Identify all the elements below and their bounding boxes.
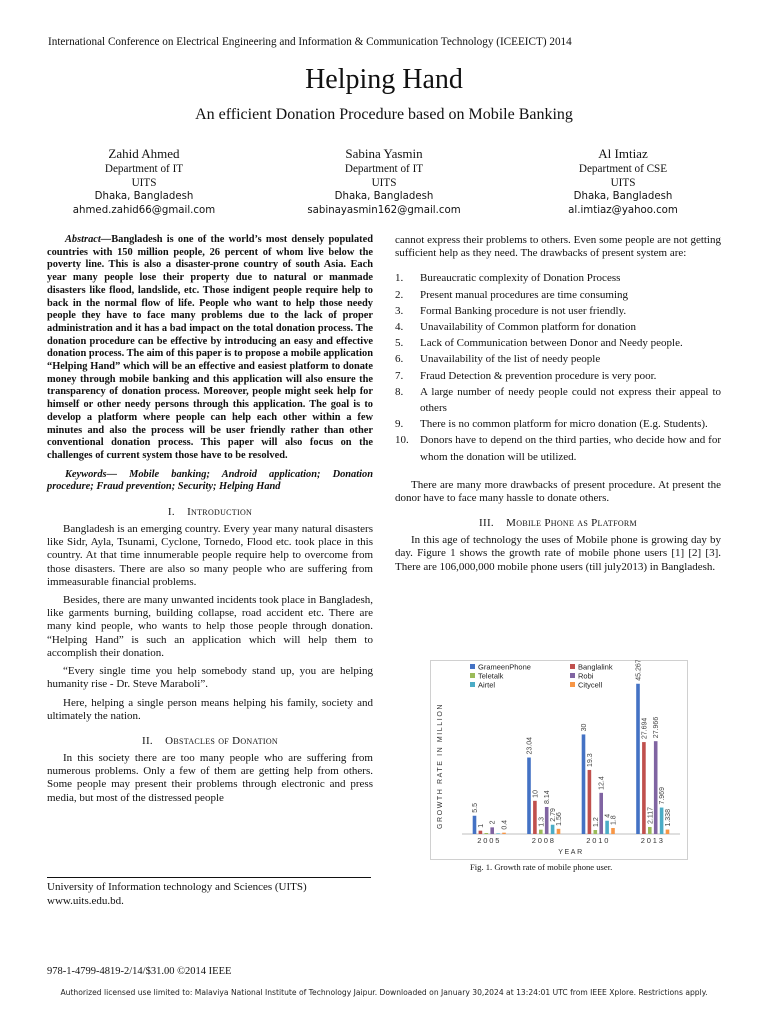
list-item	[395, 384, 721, 416]
data-label: 1.3	[538, 816, 546, 827]
list-item	[395, 351, 721, 367]
author-location: Dhaka, Bangladesh	[334, 191, 434, 202]
x-tick-label: 2008	[531, 836, 556, 845]
data-label: 1.338	[665, 809, 672, 827]
drawbacks-list	[395, 270, 721, 464]
data-label: 30	[581, 723, 588, 732]
legend-swatch	[570, 664, 575, 669]
bar	[557, 829, 561, 834]
author-block	[508, 146, 738, 218]
list-number: 7.	[395, 369, 404, 382]
bar	[551, 825, 555, 834]
author-org: UITS	[131, 177, 157, 189]
list-text: There is no common platform for micro donation (E.g. Students).	[420, 418, 708, 431]
data-label: 8.14	[544, 790, 552, 804]
list-text: Present manual procedures are time consuming	[420, 288, 629, 301]
author-email: al.imtiaz@yahoo.com	[568, 205, 678, 216]
bar	[533, 801, 537, 834]
list-item	[395, 287, 721, 303]
author-org: UITS	[371, 177, 397, 189]
keywords: Keywords— Mobile banking; Android application; Donation procedure; Fraud prevention; Security; Helping Hand	[47, 468, 373, 493]
author-block	[29, 146, 259, 218]
list-text: A large number of needy people could not express their appeal to others	[420, 385, 721, 415]
data-label: 0.4	[501, 819, 509, 830]
data-label: 1.2	[592, 817, 600, 828]
paragraph: There are many more drawbacks of present procedure. At present the donor have to face many hassle to donate others.	[395, 478, 721, 505]
paper-subtitle: An efficient Donation Procedure based on Mobile Banking	[195, 106, 573, 123]
list-item	[395, 432, 721, 464]
data-label: 1	[477, 823, 485, 828]
data-label: 12.4	[598, 776, 606, 790]
x-tick-label: 2013	[640, 836, 665, 845]
paragraph: Besides, there are many unwanted incidents took place in Bangladesh, like garments burning, building collapse, road accident etc. There are many kind people, who wants to help those people through donation. “Helping Hand” is such an application which will help them to accomplish their donation.	[47, 594, 373, 659]
data-label: 7.969	[659, 787, 667, 805]
author-dept: Department of IT	[344, 163, 424, 175]
section-number: I.	[167, 506, 175, 519]
data-label: 4	[604, 813, 612, 818]
bar	[485, 833, 489, 834]
paragraph: Bangladesh is an emerging country. Every year many natural disasters like Sidr, Ayla, Tsunami, Cyclone, Tornedo, Flood etc. took place in this country. At that time innumerable people require help to overcome from those disasters. There are also so many people who are suffering from immeasurable financial problems.	[47, 523, 373, 588]
footnote-affiliation: University of Information technology and Sciences (UITS)	[47, 881, 307, 893]
bar	[502, 833, 506, 834]
data-label: 23.04	[526, 736, 534, 755]
paragraph: Here, helping a single person means helping his family, society and ultimately the nation.	[47, 696, 373, 722]
left-column	[47, 234, 373, 810]
author-name: Al Imtiaz	[598, 146, 648, 161]
legend-swatch	[570, 682, 575, 687]
section-title: Introduction	[187, 506, 253, 519]
abstract-lead: Abstract—	[65, 234, 112, 245]
license-notice: Authorized licensed use limited to: Malaviya National Institute of Technology Jaipur. Downloaded on January 30,2024 at 13:24:01 UTC from IEEE Xplore. Restrictions apply.	[60, 988, 708, 997]
bar	[539, 830, 543, 834]
bar-chart	[430, 660, 688, 860]
legend-swatch	[470, 682, 475, 687]
author-name: Zahid Ahmed	[108, 146, 180, 161]
abstract-text: Bangladesh is one of the world’s most densely populated countries with 150 million people, 26 percent of whom live below the poverty line. This is also a disaster-prone country of south Asia. Each year many people lose their property due to natural or manmade disasters like flood, landslide, etc. Those indigent people require help to back in the normal flow of life. People who want to help those needy people they have to face many problems due to the lack of proper administration and it has a bad impact on the total donation process. The donation procedure can be effective by introducing an easy and effective donation process. The aim of this paper is to propose a mobile application “Helping Hand” which will be an effective and easiest platform to donate money through mobile banking and this application will also ensure the transparency of donation process. Moreover, people might seek help for himself or other needy persons through this application. The goal is to develop a platform where people can help each other within a few minutes and also the process will be user friendly rather than other conventional donation process. This paper will also focus on the challenges of current system those have to be resolved.	[47, 234, 373, 461]
x-tick-label: 2005	[477, 836, 502, 845]
right-column	[395, 234, 721, 579]
list-text: Unavailability of the list of needy people	[420, 353, 601, 366]
list-text: Unavailability of Common platform for donation	[420, 321, 636, 334]
data-label: 2.117	[647, 806, 655, 824]
legend-swatch	[570, 673, 575, 678]
bar	[527, 758, 531, 834]
section-heading-mobile	[395, 517, 721, 529]
bar	[605, 821, 609, 834]
isbn-line: 978-1-4799-4819-2/14/$31.00 ©2014 IEEE	[47, 966, 232, 977]
author-dept: Department of IT	[104, 163, 184, 175]
author-email: sabinayasmin162@gmail.com	[307, 205, 461, 216]
list-item	[395, 303, 721, 319]
bar	[490, 827, 494, 834]
paragraph: In this society there are too many people who are suffering from numerous problems. Only a few of them are getting help from others. Some people may present their problems through electronic and press media, but most of the distressed people	[47, 751, 373, 804]
paper-title: Helping Hand	[305, 64, 463, 95]
legend-swatch	[470, 664, 475, 669]
list-number: 8.	[395, 385, 404, 398]
legend-label: Citycell	[578, 680, 603, 690]
figure-caption: Fig. 1. Growth rate of mobile phone user.	[470, 862, 613, 872]
data-label: 27.694	[641, 717, 649, 740]
author-name: Sabina Yasmin	[345, 146, 423, 161]
section-title: Obstacles of Donation	[165, 734, 279, 747]
bar	[611, 828, 615, 834]
bar	[642, 742, 646, 834]
section-heading-obstacles	[47, 735, 373, 747]
data-label: 5.5	[472, 803, 479, 813]
bar	[496, 833, 500, 834]
quote-paragraph: “Every single time you help somebody stand up, you are helping humanity rise - Dr. Steve Maraboli”.	[47, 665, 373, 691]
legend-label: Robi	[578, 671, 594, 681]
list-text: Lack of Communication between Donor and Needy people.	[420, 337, 683, 350]
x-axis-label: YEAR	[558, 849, 584, 856]
list-number: 9.	[395, 418, 404, 431]
data-label: 1.8	[610, 815, 618, 826]
bar	[648, 827, 652, 834]
bar	[636, 684, 640, 834]
legend-swatch	[470, 673, 475, 678]
list-number: 1.	[395, 272, 404, 285]
legend-label: Banglalink	[578, 662, 613, 672]
abstract	[47, 234, 373, 463]
list-number: 4.	[395, 321, 404, 334]
legend-label: GrameenPhone	[478, 662, 531, 672]
footnote	[47, 880, 307, 908]
list-number: 10.	[395, 434, 409, 447]
list-number: 6.	[395, 353, 404, 366]
section-number: II.	[141, 734, 153, 747]
data-label: 27.966	[653, 716, 661, 739]
data-label: 19.3	[586, 753, 594, 767]
author-email: ahmed.zahid66@gmail.com	[72, 205, 216, 216]
list-number: 5.	[395, 337, 404, 350]
bar	[545, 807, 549, 834]
paragraph: cannot express their problems to others. Even some people are not getting sufficient help as they need. The drawbacks of present system are:	[395, 234, 721, 260]
list-item	[395, 335, 721, 351]
bar	[599, 793, 603, 834]
bar	[654, 741, 658, 834]
legend-label: Teletalk	[478, 671, 504, 681]
author-location: Dhaka, Bangladesh	[573, 191, 673, 202]
list-text: Formal Banking procedure is not user friendly.	[420, 304, 627, 317]
section-heading-introduction	[47, 506, 373, 518]
data-label: 1.56	[556, 812, 563, 826]
y-axis-label: GROWTH RATE IN MILLION	[437, 702, 444, 830]
bar	[666, 830, 670, 834]
legend-label: Airtel	[478, 680, 496, 690]
list-text: Fraud Detection & prevention procedure is very poor.	[420, 369, 657, 382]
section-title: Mobile Phone as Platform	[506, 517, 637, 530]
bar	[660, 808, 664, 834]
bar	[588, 770, 592, 834]
list-item	[395, 270, 721, 286]
bar	[582, 734, 586, 834]
list-item	[395, 319, 721, 335]
list-text: Donors have to depend on the third parties, who decide how and for whom the donation will be utilized.	[420, 434, 721, 463]
footnote-divider	[47, 877, 371, 878]
author-location: Dhaka, Bangladesh	[94, 191, 194, 202]
author-org: UITS	[610, 177, 636, 189]
data-label: 10	[532, 790, 540, 798]
author-dept: Department of CSE	[578, 163, 668, 175]
list-item	[395, 368, 721, 384]
bar	[594, 830, 598, 834]
conference-header: International Conference on Electrical Engineering and Information & Communication Technology (ICEEICT) 2014	[48, 36, 572, 48]
list-text: Bureaucratic complexity of Donation Process	[420, 272, 621, 285]
figure-growth-chart	[430, 660, 688, 880]
bar	[479, 831, 483, 834]
section-number: III.	[479, 517, 494, 530]
x-tick-label: 2010	[586, 836, 611, 845]
author-block	[269, 146, 499, 218]
list-number: 3.	[395, 304, 404, 317]
data-label: 45.267	[635, 660, 643, 681]
bar	[473, 816, 477, 834]
data-label: 2.79	[550, 808, 558, 822]
list-item	[395, 416, 721, 432]
paragraph: In this age of technology the uses of Mobile phone is growing day by day. Figure 1 shows the growth rate of mobile phone users [1] [2] [3]. There are 106,000,000 mobile phone users (till july2013) in Bangladesh.	[395, 534, 721, 573]
list-number: 2.	[395, 288, 404, 301]
footnote-url: www.uits.edu.bd.	[47, 895, 124, 907]
data-label: 2	[489, 820, 497, 825]
